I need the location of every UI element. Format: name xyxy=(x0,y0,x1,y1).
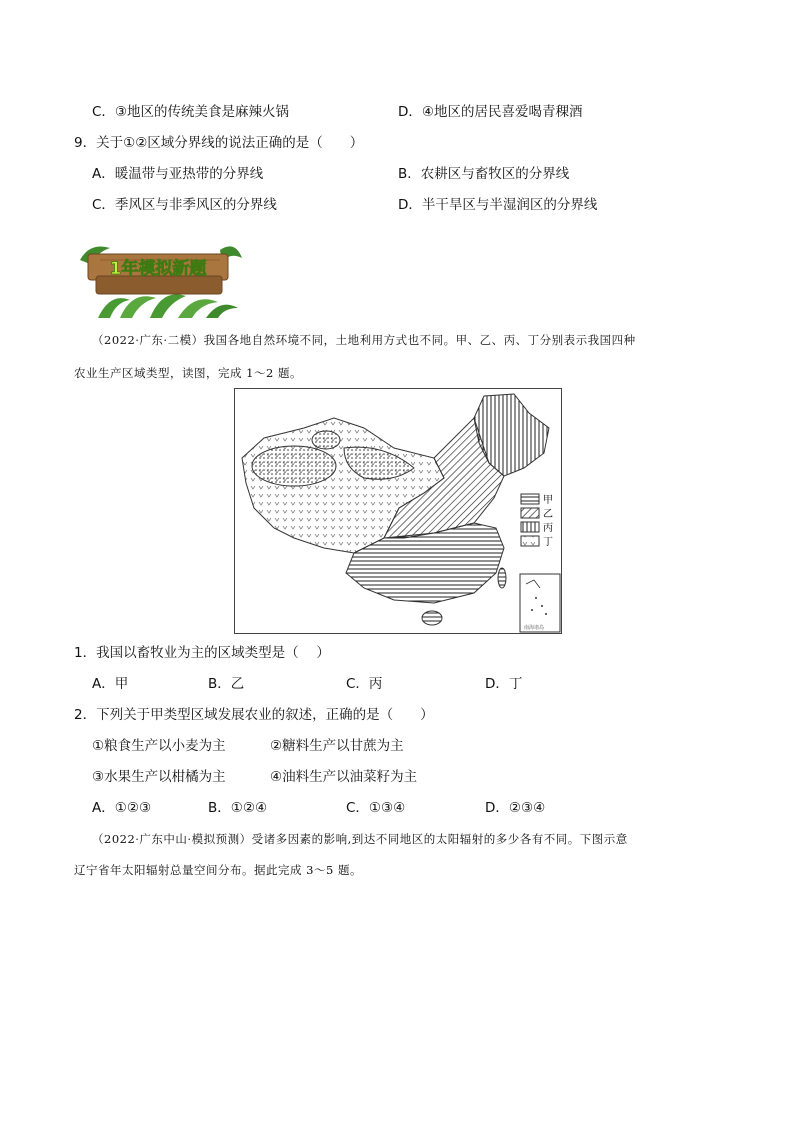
q9-stem: 9．关于①②区域分界线的说法正确的是（ ） xyxy=(74,135,364,151)
q9-option-d: D．半干旱区与半湿润区的分界线 xyxy=(398,197,598,213)
legend-swatch-jia xyxy=(521,494,539,504)
china-agriculture-map xyxy=(234,388,562,634)
south-china-sea-inset xyxy=(520,574,560,632)
basin-left xyxy=(252,446,336,486)
q9-option-c: C．季风区与非季风区的分界线 xyxy=(92,197,277,213)
q1-option-b: B．乙 xyxy=(208,676,245,692)
q2-statement-2: ②糖料生产以甘蔗为主 xyxy=(270,738,404,754)
q2-stem: 2．下列关于甲类型区域发展农业的叙述，正确的是（ ） xyxy=(74,707,434,723)
passage1-line2: 农业生产区域类型，读图，完成 1～2 题。 xyxy=(74,366,302,380)
q1-option-c: C．丙 xyxy=(346,676,383,692)
legend-swatch-yi xyxy=(521,508,539,518)
legend-label-jia: 甲 xyxy=(543,495,553,506)
q1-option-a: A．甲 xyxy=(92,676,129,692)
q2-option-d: D．②③④ xyxy=(485,800,546,816)
q9-option-a: A．暖温带与亚热带的分界线 xyxy=(92,166,264,182)
q2-statement-3: ③水果生产以柑橘为主 xyxy=(92,769,226,785)
q2-statement-4: ④油料生产以油菜籽为主 xyxy=(270,769,418,785)
q9-option-b: B．农耕区与畜牧区的分界线 xyxy=(398,166,570,182)
legend-label-bing: 丙 xyxy=(543,523,553,534)
q8-option-d: D．④地区的居民喜爱喝青稞酒 xyxy=(398,104,583,120)
q2-option-b: B．①②④ xyxy=(208,800,268,816)
passage1-line1: （2022·广东·二模）我国各地自然环境不同，土地利用方式也不同。甲、乙、丙、丁分别表示我国四种 xyxy=(92,333,636,347)
banner-title: 1年模拟新题 xyxy=(109,259,207,279)
inset-caption: 南海诸岛 xyxy=(524,625,545,631)
q2-statement-1: ①粮食生产以小麦为主 xyxy=(92,738,226,754)
passage2-line2: 辽宁省年太阳辐射总量空间分布。据此完成 3～5 题。 xyxy=(74,863,362,877)
passage2-line1: （2022·广东中山·模拟预测）受诸多因素的影响,到达不同地区的太阳辐射的多少各有不同。下图示意 xyxy=(92,832,628,846)
q1-option-d: D．丁 xyxy=(485,676,523,692)
legend-label-yi: 乙 xyxy=(543,509,553,520)
q1-stem: 1．我国以畜牧业为主的区域类型是（ ） xyxy=(74,645,330,661)
taiwan-island xyxy=(498,568,506,588)
legend-label-ding: 丁 xyxy=(543,537,553,548)
q8-option-c: C．③地区的传统美食是麻辣火锅 xyxy=(92,104,290,120)
q2-option-c: C．①③④ xyxy=(346,800,406,816)
legend-swatch-ding xyxy=(521,536,539,546)
basin-small xyxy=(312,431,340,449)
q2-option-a: A．①②③ xyxy=(92,800,152,816)
legend-swatch-bing xyxy=(521,522,539,532)
section-banner xyxy=(70,240,242,318)
hainan-island xyxy=(422,611,442,625)
